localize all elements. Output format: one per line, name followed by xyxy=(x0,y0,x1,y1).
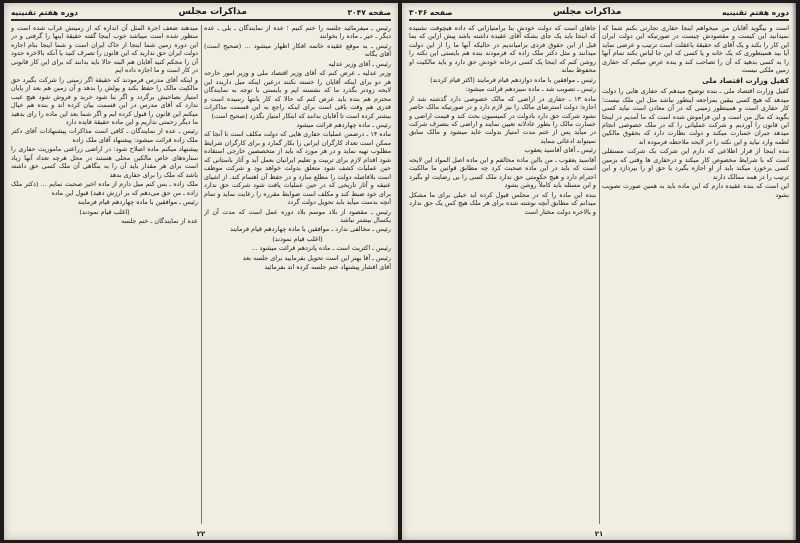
right-column-divider xyxy=(599,25,600,524)
section-heading: کفیل وزارت اقتصاد ملی xyxy=(702,75,789,85)
right-page-session: دوره هفتم تقنینیه xyxy=(721,7,789,17)
paragraph: رئیس ـ موافقین با ماده چهاردهم قیام فرمایند xyxy=(77,198,198,207)
left-page-session: دوره هفتم تقنینیه xyxy=(11,7,79,17)
paragraph: جاهای است که دولت خودش بنا برامتیازاتی که داده هیچوقت نشنیده که اینجا باید یک جای بشکه آقای عقیده داشته باشد پیش ازاین که بما قبل از این حقوق فردی برامیاندیم در حالیکه آنها ما را از این دولت میدانند و مثل دکتر ملک زاده که فرمودند بنده هم بایستی این نکته را روشن کنم که اینجا یک کسی درخانه خودش حق دارد و باید مالکیت او محفوظ بماند xyxy=(409,24,596,75)
paragraph: آقای افشار پیشنهاد ختم جلسه کرده اند بفرمائید xyxy=(264,263,391,272)
paragraph: رئیس ـ مقصود از بلاد موسم بلاد دوره عمل است که مدت آن از یکسال بیشتر نباشد xyxy=(204,207,391,224)
book-spread xyxy=(4,3,796,540)
paragraph: این است که بنده عقیده دارم که این ماده باید به همین صورت تصویب بشود xyxy=(602,182,789,199)
right-page-footer: ٢١ xyxy=(594,530,604,538)
left-column-divider xyxy=(201,25,202,524)
paragraph: ماده ۱۴ ـ درضمن عملیات حفاری هایی که دولت مکلف است تا آنجا که ممکن است تعداد کارگران ایرانی را بکار گمارد و برای کارگران شرایط مطلوب تهیه نماید و در هر مورد که باید از متخصصین خارجی استفاده شود اقدام لازم برای تربیت و تعلیم ایرانیان بعمل آید و آثار باستانی که حین عملیات کشف شود متعلق بدولت خواهد بود و شرکت موظف است بلافاصله دولت را مطلع سازد و در حفظ آن اهتمام کند. از اشیای عتیقه و آثار تاریخی که در حین عملیات یافت شود شرکت حق ندارد برای خود ضبط کند و مکلف است ضوابط مقرره را رعایت نماید و تمام آنچه بدست میآید باید تحویل دولت گردد xyxy=(204,130,391,207)
left-page xyxy=(4,3,398,540)
right-page xyxy=(402,3,796,540)
paragraph: رئیس ـ آقای وزیر عدلیه xyxy=(328,59,391,68)
left-page-column-a xyxy=(204,24,391,517)
left-page-column-b xyxy=(11,24,198,517)
paragraph: (اغلب قیام نمودند) xyxy=(272,234,323,243)
paragraph: رئیس ـ ماده چهاردهم قرائت میشود xyxy=(296,120,391,129)
left-page-title: مذاکرات مجلس xyxy=(178,7,247,17)
paragraph: رئیس ـ عده از نمایندگان ـ کافی است مذاکرات پیشنهادات آقای دکتر ملک زاده قرائت میشود: پیشنهاد آقای ملک زاده xyxy=(11,127,198,144)
page-edge-shadow xyxy=(792,3,796,540)
right-page-column-a xyxy=(409,24,596,517)
paragraph: آقاسید یعقوب ـ من بااین ماده مخالفم و این ماده اصل المواد این لایحه است که باید در این ماده صحبت کرد چه مطابق قوانین ما مالکیت احترام دارد و هیچ حکومتی حق ندارد ملک کسی را بی رضایت او بگیرد و این مسئله باید کاملاً روشن بشود xyxy=(409,155,596,190)
paragraph: رئیس ـ تصویب شد ـ ماده سیزدهم قرائت میشود: xyxy=(465,85,596,94)
paragraph: (اغلب قیام نمودند) xyxy=(79,207,130,216)
right-page-number: صفحه ۳۰۴۶ xyxy=(409,7,453,17)
paragraph: ماده ۱۳ ـ حفاری در اراضی که مالک خصوصی دارد گذشته شد از اجازه؛ دولت استرضای مالک را نیز لازم دارد و در صورتیکه مالک حاضر نشود شرکت حق دارد بادولت در کمیسیون بحث کند و قیمت اراضی و خسارت مالک را بطور عادلانه تعیین نمایند و اراضی که بتصرف شرکت در میآید پس از ختم مدت امتیاز بدولت عاید میشود و مالک سابق نمیتواند ادعائی بنماید xyxy=(409,94,596,145)
left-page-number: صفحه ۳۰۴۷ xyxy=(347,7,391,17)
paragraph: بنده اینجا از قرار اطلاعی که دارم این شرکت یک شرکت مستقلی است که با شرایط مخصوص کار میکند و درحفاری ها وقتی که بزمین کسی برخورد میکند باید از او اجازه بگیرد یا حق او را بپردازد و این ترتیب را در همه ممالک دارند xyxy=(602,147,789,181)
paragraph: رئیس ـ میفرمائید جلسه را ختم کنیم ؛ عده از نمایندگان ـ بلی ـ عده دیگر ـ خیر ـ ماده را بخوانند xyxy=(204,24,391,41)
paragraph: رئیس ـ به موقع عقیده خاتمه افکار اظهار میشود ... (صحیح است) آقای یگانه xyxy=(204,41,391,59)
paragraph: رئیس ـ موافقین با ماده دوازدهم قیام فرمایند (اکثر قیام کردند) xyxy=(430,75,596,84)
right-page-header xyxy=(409,7,789,21)
left-page-footer: ٢٢ xyxy=(196,530,206,538)
paragraph: رئیس ـ آقا بهتر این است تحویل بفرمایید برای جلسه بعد xyxy=(242,253,391,262)
paragraph: میدهند ضعف اجرة المثل آن اندازه که از زمینش غراب شده است و منظور شده است میباشد خوب اینجا گفته حقیقة اینها را گرفتی و در این دوره زمین شما اینجا از خاک ایران است و شما اینجا بنام اجازه دولت ایران حق ندارید که این قانون را تصرف کنید یا آنکه بالاخره حدود آن را محکم کنید آقایان هم البته حالا باید بدانند که برای این کار قانونی در کار است و ما اجازه داده ایم xyxy=(11,24,198,75)
right-page-title: مذاکرات مجلس xyxy=(553,7,622,17)
paragraph: ملک زاده ـ بس کنم میل دارم از ماده اخیر صحبت نمایم ... (دکتر ملک زاده ـ من حق می‌دهم که بر ارزش دهید) قبول این ماده xyxy=(11,180,198,197)
paragraph: است و بیگوید آقایان من میخواهم اینجا حفاری تجارتی بکنم شما که نمیدانید این کیست و مقصودش چیست در صورتیکه این دولت ایران این کار را بکند و یک آقای که حقیقة باعقلت است ترتیب و عرضی نماید آیا بید همینطوری که یک خانه و یا کسی که این جا لباس بکند تمام آنها را به کسی بدهید که آن را تصاحب کند و بنده عرض میکنم که حفاری زمین ملکی نیست xyxy=(602,24,789,75)
paragraph: پیشنهاد میکنم ماده اصلاح شود: در اراضی زراعتی ماموریت حفاری را ستاره‌های خاص مالکین محلی هستند در محل هرچه تعداد آنها زیاد است برای هر مقدار باید آن را به بنگاهی آن ملک کسی حق داشته باشد که ملک را برای حفاری بدهد xyxy=(11,145,198,179)
paragraph: رئیس ـ آقای آقاسید یعقوب xyxy=(524,146,596,155)
paragraph: وزیر عدلیه ـ عرض کنم که آقای وزیر اقتصاد ملی و وزیر امور خارجه هر دو برای اینکه آقایان را خسته نکنند درعین اینکه میل داریدد این لایحه زودتر بگذرد ما که نشسته ایم و بایستی با توجه به نمایندگان محترم هم بنده باید عرض کنم که حالا که کار بانتها رسیده است و قدری هم وقت باقی است برای اینکه راجع به این قسمت مذاکرات بیشتر کرده است تا آقایان بدانند که ابتکار امتیاز بگذرد (صحیح است) xyxy=(204,69,391,120)
right-page-column-b xyxy=(602,24,789,517)
paragraph: رئیس ـ اکثریت است ـ ماده پانزدهم قرائت میشود ... xyxy=(251,244,391,253)
left-page-header xyxy=(11,7,391,21)
paragraph: بنده این ماده را که در مجلس قبول کرده اید خیلی برای ما مشکل میدانم که مطابق آنچه نوشته شده برای هر ملک هیچ کس یک حق ندارد و بالاخره دولت مختار است xyxy=(409,190,596,216)
paragraph: عده از نمایندگان ـ ختم جلسه xyxy=(121,216,198,225)
paragraph: کفیل وزارت اقتصاد ملی ـ بنده توضیح میدهم که حفاری هایی را دولت میدهد که هیچ کسی بیقین بمراجعه اینطور نباشد مثل این ملک نیست؛ کار حفاری است و همینطور زمینی که در آن معادن است نباید کسی بگوید که مال من است و این فراموش شده است که ما آمدیم در اینجا این قانون را آوردیم و شرکت عملیاتی را که در ملک خصوصی انجام میدهد جبران خسارت میکند و دولت نظارت دارد که بحقوق مالکین لطمه وارد نیاید و این نکته را در لایحه ملاحظه فرموده اند xyxy=(602,87,789,146)
paragraph: و اینکه آقای مدرس فرمودند که حقیقة اگر زمینی را شرکت بگیرد حق مالکیت مالک را حفظ بکند و پولش را بدهد و آن زمین هم بعد از پایان امتیاز بصاحبش برگردد و اگر بنا شود خرید و فروش شود هیچ عیب ندارد که آقای مدرس در این قسمت بیان کرده اند و بنده هم خیال میکنم این قانون را قبول کرده ایم و اگر شما بعد این ماده را رای بدهید ما دیگر زحمتی نداریم و این ماده حقیقة فایده دارد xyxy=(11,75,198,126)
paragraph: رئیس ـ مخالفی ندارد ـ موافقین با ماده چهاردهم قیام فرمایند xyxy=(229,225,391,234)
